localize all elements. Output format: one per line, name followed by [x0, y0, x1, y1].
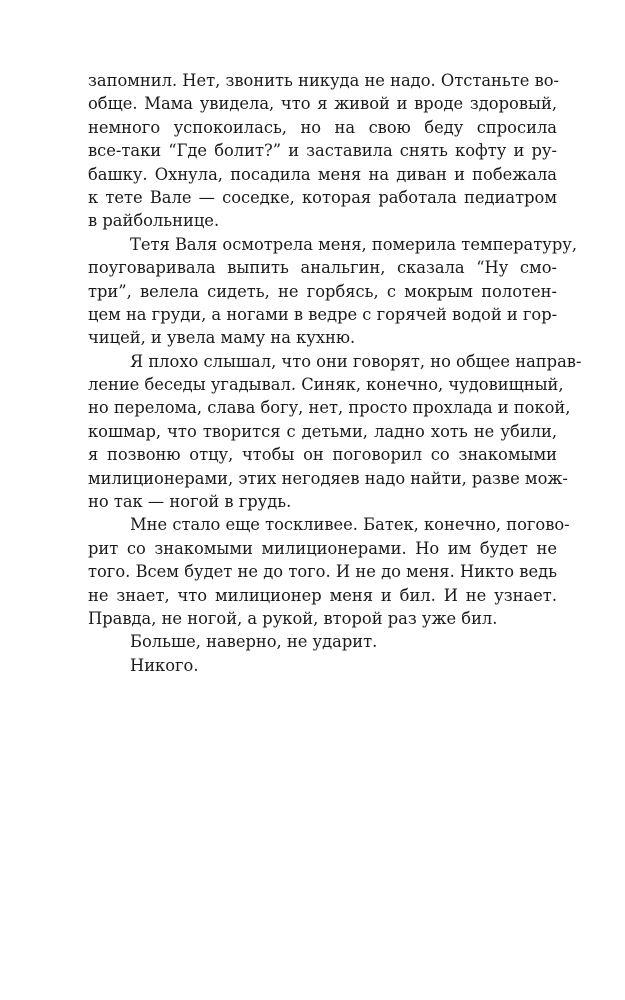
text-line: поуговаривала выпить анальгин, сказала “Ну смо- — [88, 258, 557, 278]
text-line: три”, велела сидеть, не горбясь, с мокрым полотен- — [88, 281, 557, 301]
text-line: Правда, не ногой, а рукой, второй раз уже бил. — [88, 608, 498, 628]
text-line: к тете Вале — соседке, которая работала педиатром — [88, 187, 557, 207]
text-line: того. Всем будет не до того. И не до меня. Никто ведь — [88, 562, 557, 582]
text-line: ление беседы угадывал. Синяк, конечно, чудовищный, — [88, 375, 564, 395]
text-line: Больше, наверно, не ударит. — [130, 632, 378, 652]
text-line: Мне стало еще тоскливее. Батек, конечно, погово- — [130, 515, 570, 535]
text-line: милиционерами, этих негодяев надо найти, разве мож- — [88, 468, 568, 488]
text-line: запомнил. Нет, звонить никуда не надо. Отстаньте во- — [88, 71, 560, 90]
text-line: кошмар, что творится с детьми, ладно хоть не убили, — [88, 421, 557, 441]
paragraph-2 — [88, 233, 577, 350]
paragraph-1 — [88, 69, 560, 233]
text-line: но так — ногой в грудь. — [88, 492, 292, 512]
text-line: я позвоню отцу, чтобы он поговорил со знакомыми — [88, 445, 557, 465]
text-line: обще. Мама увидела, что я живой и вроде здоровый, — [88, 94, 557, 114]
text-line: немного успокоилась, но на свою беду спросила — [88, 117, 557, 137]
paragraph-3 — [88, 350, 582, 514]
text-line: рит со знакомыми милиционерами. Но им будет не — [88, 538, 557, 558]
text-line: но перелома, слава богу, нет, просто прохлада и покой, — [88, 398, 571, 418]
paragraph-5 — [88, 630, 557, 653]
text-line: Никого. — [130, 655, 199, 675]
text-line: цем на груди, а ногами в ведре с горячей водой и гор- — [88, 304, 558, 324]
paragraph-6 — [88, 654, 557, 677]
text-line: не знает, что милиционер меня и бил. И не узнает. — [88, 585, 557, 605]
text-line: все-таки “Где болит?” и заставила снять кофту и ру- — [88, 141, 557, 161]
text-line: чицей, и увела маму на кухню. — [88, 328, 356, 348]
text-line: Тетя Валя осмотрела меня, померила температуру, — [130, 234, 577, 254]
body-text — [88, 69, 582, 677]
text-line: башку. Охнула, посадила меня на диван и побежала — [88, 164, 557, 184]
text-line: в райбольнице. — [88, 211, 220, 231]
paragraph-4 — [88, 513, 570, 630]
text-line: Я плохо слышал, что они говорят, но общее направ- — [130, 351, 582, 371]
